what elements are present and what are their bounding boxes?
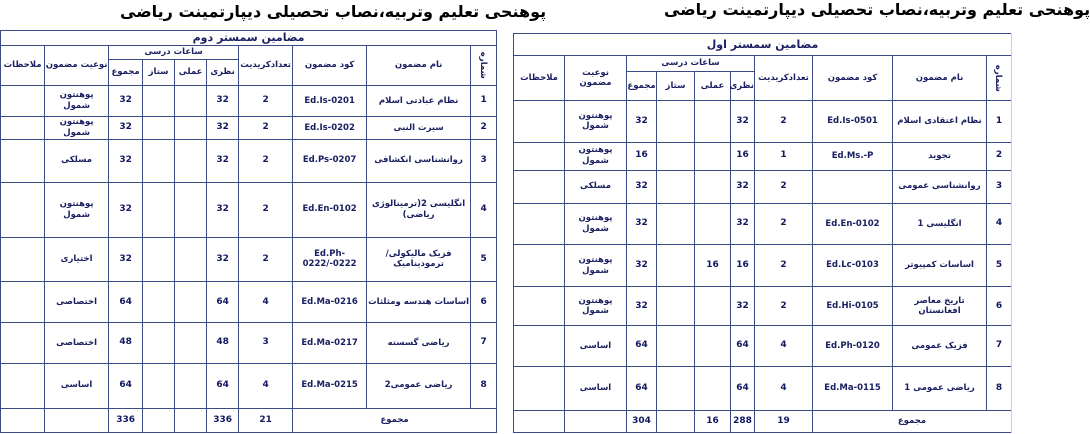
totals-row xyxy=(514,410,1012,432)
header-total: مجموع xyxy=(109,60,143,85)
cell-practical xyxy=(175,237,207,282)
header-remarks: ملاحظات xyxy=(1,46,45,86)
cell-code: Ed.Ms.-P xyxy=(813,142,893,170)
totals-row xyxy=(1,408,497,432)
cell-num: 6 xyxy=(471,282,497,323)
header-num: شماره xyxy=(471,46,497,86)
semester2-table xyxy=(0,30,497,433)
cell-num: 5 xyxy=(471,237,497,282)
cell-code: Ed.Hi-0105 xyxy=(813,287,893,326)
totals-label: مجموع xyxy=(293,408,497,432)
cell-credits: 2 xyxy=(239,237,293,282)
cell-code: Ed.Ps-0207 xyxy=(293,139,367,182)
table-row xyxy=(514,142,1012,170)
totals-practical xyxy=(175,408,207,432)
header-name: نام مضمون xyxy=(893,56,987,101)
cell-code: Ed.Ph-0120 xyxy=(813,326,893,366)
cell-studio xyxy=(657,287,695,326)
cell-remarks xyxy=(514,326,565,366)
cell-code: Ed.Ma-0215 xyxy=(293,363,367,408)
cell-studio xyxy=(657,366,695,410)
cell-num: 1 xyxy=(987,101,1012,142)
cell-theory: 32 xyxy=(207,85,239,117)
cell-remarks xyxy=(514,287,565,326)
header-num: شماره xyxy=(987,56,1012,101)
totals-theory: 336 xyxy=(207,408,239,432)
totals-credits: 19 xyxy=(755,410,813,432)
table-row xyxy=(514,326,1012,366)
cell-studio xyxy=(657,245,695,287)
table-row xyxy=(1,237,497,282)
cell-remarks xyxy=(514,203,565,244)
totals-studio xyxy=(657,410,695,432)
cell-theory: 16 xyxy=(731,142,755,170)
header-code: کود مضمون xyxy=(813,56,893,101)
cell-num: 6 xyxy=(987,287,1012,326)
cell-practical xyxy=(175,182,207,237)
cell-studio xyxy=(657,142,695,170)
cell-num: 8 xyxy=(471,363,497,408)
cell-code: Ed.Ma-0217 xyxy=(293,323,367,364)
cell-total: 16 xyxy=(627,142,657,170)
header-total: مجموع xyxy=(627,72,657,101)
semester1-table xyxy=(513,33,1012,433)
table-row xyxy=(1,363,497,408)
cell-code: Ed.Is-0201 xyxy=(293,85,367,117)
cell-total: 32 xyxy=(627,287,657,326)
cell-name: ریاضی گسسته xyxy=(367,323,471,364)
cell-type: پوهنتون شمول xyxy=(45,182,109,237)
cell-num: 3 xyxy=(987,170,1012,203)
cell-num: 3 xyxy=(471,139,497,182)
totals-label: مجموع xyxy=(813,410,1012,432)
cell-code: Ed.Ph-0222/-0222 xyxy=(293,237,367,282)
header-studio: ستاز xyxy=(657,72,695,101)
cell-name: انگلیسی 2(ترمینالوژی ریاضی) xyxy=(367,182,471,237)
cell-studio xyxy=(657,203,695,244)
cell-practical xyxy=(175,323,207,364)
cell-type: مسلکی xyxy=(45,139,109,182)
cell-theory: 16 xyxy=(731,245,755,287)
cell-code: Ed.En-0102 xyxy=(813,203,893,244)
cell-practical xyxy=(695,287,731,326)
cell-remarks xyxy=(1,85,45,117)
cell-credits: 2 xyxy=(755,101,813,142)
cell-studio xyxy=(143,182,175,237)
cell-credits: 2 xyxy=(755,170,813,203)
cell-practical xyxy=(175,85,207,117)
cell-practical xyxy=(695,170,731,203)
cell-type: اساسی xyxy=(565,326,627,366)
page-title-right: پوهنحی تعلیم وتربیه،نصاب تحصیلی دیپارتمینت ریاضی xyxy=(664,0,1090,19)
cell-code: Ed.Ma-0115 xyxy=(813,366,893,410)
cell-code: Ed.Lc-0103 xyxy=(813,245,893,287)
cell-total: 64 xyxy=(109,363,143,408)
header-theory: نظری xyxy=(731,72,755,101)
cell-credits: 4 xyxy=(239,363,293,408)
cell-num: 7 xyxy=(987,326,1012,366)
cell-credits: 2 xyxy=(239,182,293,237)
cell-type: اختصاصی xyxy=(45,282,109,323)
table-row xyxy=(1,182,497,237)
cell-name: روانشناسی عمومی xyxy=(893,170,987,203)
cell-studio xyxy=(143,85,175,117)
cell-credits: 1 xyxy=(755,142,813,170)
cell-type: پوهنتون شمول xyxy=(565,287,627,326)
table-row xyxy=(1,139,497,182)
cell-name: فزیک مالیکولی/ ترمودینامیک xyxy=(367,237,471,282)
cell-code: Ed.En-0102 xyxy=(293,182,367,237)
cell-type: مسلکی xyxy=(565,170,627,203)
cell-num: 1 xyxy=(471,85,497,117)
cell-total: 64 xyxy=(627,366,657,410)
header-hours: ساعات درسی xyxy=(627,56,755,72)
cell-name: ریاضی عمومی 1 xyxy=(893,366,987,410)
cell-practical xyxy=(175,117,207,140)
cell-type: اختیاری xyxy=(45,237,109,282)
cell-studio xyxy=(657,101,695,142)
cell-total: 64 xyxy=(109,282,143,323)
cell-theory: 64 xyxy=(207,282,239,323)
cell-remarks xyxy=(514,170,565,203)
cell-total: 48 xyxy=(109,323,143,364)
cell-practical xyxy=(175,363,207,408)
cell-credits: 3 xyxy=(239,323,293,364)
cell-practical xyxy=(695,326,731,366)
cell-theory: 32 xyxy=(731,101,755,142)
table-row xyxy=(514,101,1012,142)
cell-theory: 32 xyxy=(207,237,239,282)
table-row xyxy=(1,117,497,140)
header-type: نوعیت مضمون xyxy=(565,56,627,101)
cell-practical xyxy=(175,282,207,323)
totals-practical: 16 xyxy=(695,410,731,432)
cell-remarks xyxy=(1,282,45,323)
header-code: کود مضمون xyxy=(293,46,367,86)
cell-studio xyxy=(143,323,175,364)
cell-credits: 2 xyxy=(755,245,813,287)
cell-type: پوهنتون شمول xyxy=(565,245,627,287)
cell-studio xyxy=(143,139,175,182)
cell-credits: 4 xyxy=(755,326,813,366)
cell-num: 2 xyxy=(987,142,1012,170)
cell-credits: 2 xyxy=(755,203,813,244)
cell-total: 32 xyxy=(627,245,657,287)
cell-credits: 2 xyxy=(239,117,293,140)
table-row xyxy=(514,245,1012,287)
cell-name: تاریخ معاصر افغانستان xyxy=(893,287,987,326)
cell-remarks xyxy=(1,237,45,282)
cell-practical xyxy=(695,203,731,244)
cell-total: 32 xyxy=(109,117,143,140)
cell-theory: 32 xyxy=(731,170,755,203)
table-row xyxy=(1,323,497,364)
header-type: نوعیت مضمون xyxy=(45,46,109,86)
header-hours: ساعات درسی xyxy=(109,46,239,60)
totals-credits: 21 xyxy=(239,408,293,432)
cell-remarks xyxy=(514,366,565,410)
cell-studio xyxy=(143,282,175,323)
totals-studio xyxy=(143,408,175,432)
header-credits: تعدادکریدیت xyxy=(239,46,293,86)
cell-name: سیرت النبی xyxy=(367,117,471,140)
cell-name: تجوید xyxy=(893,142,987,170)
table-row xyxy=(514,366,1012,410)
cell-remarks xyxy=(1,323,45,364)
cell-total: 32 xyxy=(627,170,657,203)
page-title-left: پوهنحی تعلیم وتربیه،نصاب تحصیلی دیپارتمینت ریاضی xyxy=(120,2,547,21)
cell-studio xyxy=(657,326,695,366)
cell-num: 5 xyxy=(987,245,1012,287)
cell-remarks xyxy=(514,101,565,142)
cell-total: 32 xyxy=(109,237,143,282)
cell-remarks xyxy=(1,363,45,408)
cell-theory: 64 xyxy=(731,326,755,366)
table-row xyxy=(1,282,497,323)
cell-credits: 2 xyxy=(239,139,293,182)
cell-code: Ed.Is-0501 xyxy=(813,101,893,142)
cell-type: اساسی xyxy=(45,363,109,408)
cell-practical: 16 xyxy=(695,245,731,287)
totals-total: 336 xyxy=(109,408,143,432)
cell-code xyxy=(813,170,893,203)
totals-total: 304 xyxy=(627,410,657,432)
semester1-body xyxy=(514,101,1012,433)
cell-total: 32 xyxy=(109,139,143,182)
table-row xyxy=(1,85,497,117)
header-credits: تعدادکریدیت xyxy=(755,56,813,101)
cell-theory: 32 xyxy=(731,287,755,326)
cell-studio xyxy=(143,363,175,408)
cell-remarks xyxy=(1,117,45,140)
cell-theory: 32 xyxy=(207,117,239,140)
cell-studio xyxy=(143,237,175,282)
cell-practical xyxy=(175,139,207,182)
page-edge-divider xyxy=(1011,33,1025,433)
cell-name: نظام اعتقادی اسلام xyxy=(893,101,987,142)
header-theory: نظری xyxy=(207,60,239,85)
totals-theory: 288 xyxy=(731,410,755,432)
header-name: نام مضمون xyxy=(367,46,471,86)
totals-type xyxy=(565,410,627,432)
cell-type: پوهنتون شمول xyxy=(565,203,627,244)
cell-type: پوهنتون شمول xyxy=(565,101,627,142)
cell-type: پوهنتون شمول xyxy=(45,117,109,140)
cell-type: پوهنتون شمول xyxy=(565,142,627,170)
cell-total: 64 xyxy=(627,326,657,366)
header-practical: عملی xyxy=(695,72,731,101)
cell-type: اختصاصی xyxy=(45,323,109,364)
cell-credits: 4 xyxy=(755,366,813,410)
header-studio: ستاز xyxy=(143,60,175,85)
table-row xyxy=(514,287,1012,326)
cell-remarks xyxy=(1,182,45,237)
cell-num: 8 xyxy=(987,366,1012,410)
totals-type xyxy=(45,408,109,432)
cell-name: روانشناسی انکشافی xyxy=(367,139,471,182)
cell-num: 4 xyxy=(471,182,497,237)
cell-name: ریاضی عمومی2 xyxy=(367,363,471,408)
cell-remarks xyxy=(514,142,565,170)
cell-practical xyxy=(695,366,731,410)
cell-type: پوهنتون شمول xyxy=(45,85,109,117)
table-row xyxy=(514,203,1012,244)
cell-num: 2 xyxy=(471,117,497,140)
cell-theory: 32 xyxy=(731,203,755,244)
cell-theory: 32 xyxy=(207,139,239,182)
cell-remarks xyxy=(1,139,45,182)
cell-name: فزیک عمومی xyxy=(893,326,987,366)
cell-credits: 2 xyxy=(239,85,293,117)
cell-type: اساسی xyxy=(565,366,627,410)
semester1-title: مضامین سمستر اول xyxy=(514,34,1012,56)
cell-total: 32 xyxy=(627,203,657,244)
cell-credits: 4 xyxy=(239,282,293,323)
cell-name: اساسات کمپیوتر xyxy=(893,245,987,287)
cell-total: 32 xyxy=(109,182,143,237)
totals-remarks xyxy=(1,408,45,432)
cell-num: 4 xyxy=(987,203,1012,244)
cell-name: انگلیسی 1 xyxy=(893,203,987,244)
cell-total: 32 xyxy=(627,101,657,142)
cell-code: Ed.Ma-0216 xyxy=(293,282,367,323)
cell-name: نظام عبادتی اسلام xyxy=(367,85,471,117)
cell-code: Ed.Is-0202 xyxy=(293,117,367,140)
cell-practical xyxy=(695,142,731,170)
cell-total: 32 xyxy=(109,85,143,117)
table-row xyxy=(514,170,1012,203)
cell-theory: 32 xyxy=(207,182,239,237)
cell-theory: 64 xyxy=(207,363,239,408)
totals-remarks xyxy=(514,410,565,432)
cell-remarks xyxy=(514,245,565,287)
cell-studio xyxy=(143,117,175,140)
cell-practical xyxy=(695,101,731,142)
semester2-body xyxy=(1,85,497,432)
header-remarks: ملاحظات xyxy=(514,56,565,101)
cell-name: اساسات هندسه ومثلثات xyxy=(367,282,471,323)
cell-theory: 48 xyxy=(207,323,239,364)
semester2-title: مضامین سمستر دوم xyxy=(1,31,497,46)
cell-credits: 2 xyxy=(755,287,813,326)
cell-theory: 64 xyxy=(731,366,755,410)
header-practical: عملی xyxy=(175,60,207,85)
cell-studio xyxy=(657,170,695,203)
cell-num: 7 xyxy=(471,323,497,364)
